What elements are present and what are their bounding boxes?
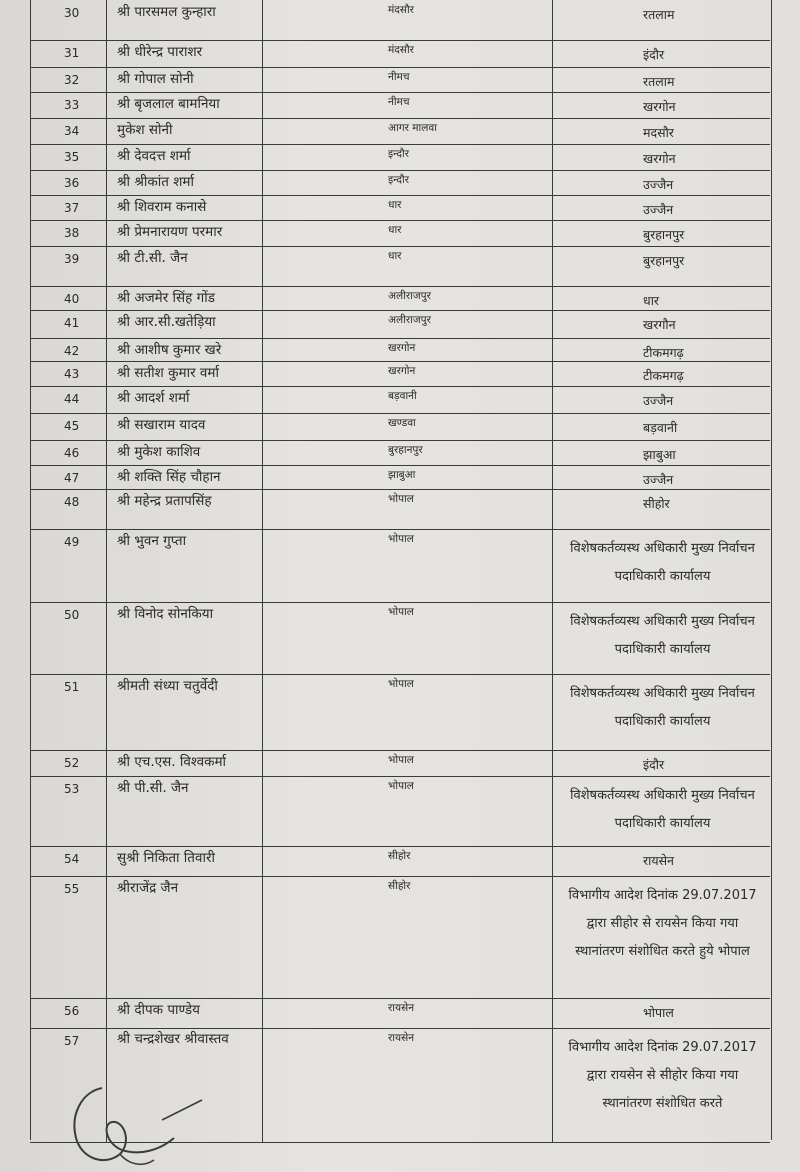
new-posting-cell: [552, 1028, 770, 1142]
current-posting: भोपाल: [388, 780, 414, 792]
serial-number-cell: [30, 876, 106, 998]
new-posting-cell: [552, 776, 770, 846]
current-posting: मंदसौर: [388, 44, 414, 56]
new-posting-cell: [552, 118, 770, 144]
officer-name: श्री बृजलाल बामनिया: [117, 96, 220, 112]
serial-number-cell: [30, 489, 106, 529]
new-posting: झाबुआ: [643, 447, 676, 462]
serial-number: 32: [64, 73, 80, 87]
officer-name-cell: [106, 750, 262, 776]
serial-number: 55: [64, 882, 80, 896]
officer-name-cell: [106, 465, 262, 489]
table-row: [30, 846, 770, 877]
current-posting-cell: [262, 118, 552, 144]
new-posting-cell: [552, 602, 770, 674]
table-row: [30, 338, 770, 362]
table-row: [30, 750, 770, 777]
new-posting: उज्जैन: [643, 202, 674, 217]
new-posting: विभागीय आदेश दिनांक 29.07.2017 द्वारा रायसेन से सीहोर किया गया स्थानांतरण संशोधित करते: [568, 1040, 757, 1111]
current-posting: भोपाल: [388, 606, 414, 618]
officer-name: श्री पारसमल कुन्हारा: [117, 4, 216, 20]
officer-name-cell: [106, 195, 262, 220]
current-posting: रायसेन: [388, 1032, 415, 1044]
serial-number-cell: [30, 750, 106, 776]
serial-number-cell: [30, 220, 106, 246]
serial-number-cell: [30, 602, 106, 674]
serial-number: 40: [64, 292, 80, 306]
current-posting-cell: [262, 361, 552, 386]
current-posting-cell: [262, 876, 552, 998]
new-posting-cell: [552, 846, 770, 876]
officer-name-cell: [106, 776, 262, 846]
new-posting: भोपाल: [643, 1005, 674, 1020]
new-posting-cell: [552, 750, 770, 776]
serial-number-cell: [30, 310, 106, 338]
serial-number: 47: [64, 471, 80, 485]
officer-name: श्री दीपक पाण्डेय: [117, 1002, 200, 1018]
current-posting-cell: [262, 1028, 552, 1142]
serial-number-cell: [30, 92, 106, 118]
serial-number: 35: [64, 150, 80, 164]
current-posting-cell: [262, 602, 552, 674]
new-posting-cell: [552, 876, 770, 998]
serial-number: 54: [64, 852, 80, 866]
serial-number-cell: [30, 40, 106, 67]
officer-name-cell: [106, 529, 262, 602]
current-posting-cell: [262, 674, 552, 750]
new-posting: रायसेन: [643, 853, 674, 868]
new-posting-cell: [552, 361, 770, 386]
officer-name: श्री प्रेमनारायण परमार: [117, 224, 223, 240]
serial-number: 42: [64, 344, 80, 358]
table-row: [30, 876, 770, 999]
serial-number: 56: [64, 1004, 80, 1018]
table-row: [30, 440, 770, 466]
officer-name: श्री मुकेश काशिव: [117, 444, 201, 460]
serial-number: 57: [64, 1034, 80, 1048]
officer-name-cell: [106, 440, 262, 465]
new-posting: उज्जैन: [643, 472, 674, 487]
new-posting: बुरहानपुर: [643, 227, 685, 242]
officer-name-cell: [106, 0, 262, 40]
officer-name-cell: [106, 118, 262, 144]
officer-name: श्री धीरेन्द्र पाराशर: [117, 44, 203, 60]
serial-number: 39: [64, 252, 80, 266]
current-posting: भोपाल: [388, 533, 414, 545]
serial-number: 51: [64, 680, 80, 694]
new-posting: विशेषकर्तव्यस्थ अधिकारी मुख्य निर्वाचन पदाधिकारी कार्यालय: [570, 686, 755, 729]
current-posting: धार: [388, 224, 402, 236]
current-posting-cell: [262, 529, 552, 602]
new-posting: टीकमगढ़: [643, 345, 684, 360]
current-posting: खण्डवा: [388, 417, 416, 429]
table-row: [30, 602, 770, 675]
serial-number-cell: [30, 529, 106, 602]
current-posting: अलीराजपुर: [388, 314, 431, 326]
officer-name-cell: [106, 286, 262, 310]
new-posting-cell: [552, 220, 770, 246]
current-posting: बड़वानी: [388, 390, 417, 402]
serial-number: 31: [64, 46, 80, 60]
new-posting-cell: [552, 170, 770, 195]
officer-name-cell: [106, 40, 262, 67]
officer-name-cell: [106, 338, 262, 361]
serial-number: 46: [64, 446, 80, 460]
new-posting: उज्जैन: [643, 177, 674, 192]
current-posting-cell: [262, 144, 552, 170]
handwritten-signature: [62, 1080, 232, 1172]
table-row: [30, 998, 770, 1029]
officer-name: श्री आर.सी.खतेड़िया: [117, 314, 216, 330]
serial-number: 34: [64, 124, 80, 138]
table-row: [30, 40, 770, 68]
serial-number: 50: [64, 608, 80, 622]
current-posting-cell: [262, 67, 552, 92]
new-posting-cell: [552, 246, 770, 286]
new-posting: विभागीय आदेश दिनांक 29.07.2017 द्वारा सीहोर से रायसेन किया गया स्थानांतरण संशोधित करते हुये भोपाल: [568, 888, 757, 959]
current-posting-cell: [262, 440, 552, 465]
table-row: [30, 286, 770, 311]
serial-number-cell: [30, 246, 106, 286]
current-posting-cell: [262, 310, 552, 338]
serial-number-cell: [30, 465, 106, 489]
current-posting: भोपाल: [388, 493, 414, 505]
current-posting: धार: [388, 199, 402, 211]
officer-name: श्री विनोद सोनकिया: [117, 606, 214, 622]
new-posting-cell: [552, 0, 770, 40]
officer-name: सुश्री निकिता तिवारी: [117, 850, 216, 866]
new-posting: धार: [643, 293, 660, 308]
new-posting: बड़वानी: [643, 420, 678, 435]
officer-name: श्री आदर्श शर्मा: [117, 390, 190, 406]
new-posting: विशेषकर्तव्यस्थ अधिकारी मुख्य निर्वाचन पदाधिकारी कार्यालय: [570, 541, 755, 584]
officer-name-cell: [106, 876, 262, 998]
new-posting-cell: [552, 465, 770, 489]
officer-name-cell: [106, 220, 262, 246]
serial-number-cell: [30, 440, 106, 465]
officer-name-cell: [106, 998, 262, 1028]
officer-name: श्रीमती संध्या चतुर्वेदी: [117, 678, 218, 694]
table-row: [30, 465, 770, 490]
current-posting: भोपाल: [388, 754, 414, 766]
officer-name-cell: [106, 310, 262, 338]
current-posting: बुरहानपुर: [388, 444, 423, 456]
current-posting: भोपाल: [388, 678, 414, 690]
officer-name: श्री सखाराम यादव: [117, 417, 206, 433]
new-posting-cell: [552, 489, 770, 529]
table-row: [30, 170, 770, 196]
new-posting-cell: [552, 286, 770, 310]
current-posting-cell: [262, 846, 552, 876]
serial-number: 36: [64, 176, 80, 190]
table-row: [30, 0, 770, 41]
current-posting-cell: [262, 92, 552, 118]
table-row: [30, 489, 770, 530]
table-row: [30, 118, 770, 145]
serial-number: 30: [64, 6, 80, 20]
serial-number: 45: [64, 419, 80, 433]
officer-name-cell: [106, 602, 262, 674]
serial-number-cell: [30, 144, 106, 170]
current-posting: नीमच: [388, 71, 410, 83]
officer-name-cell: [106, 413, 262, 440]
serial-number: 33: [64, 98, 80, 112]
new-posting: इंदौर: [643, 47, 665, 62]
table-row: [30, 195, 770, 221]
serial-number-cell: [30, 674, 106, 750]
serial-number-cell: [30, 338, 106, 361]
officer-name: श्रीराजेंद्र जैन: [117, 880, 179, 896]
officer-name: मुकेश सोनी: [117, 122, 173, 138]
officer-name: श्री देवदत्त शर्मा: [117, 148, 191, 164]
new-posting-cell: [552, 674, 770, 750]
serial-number: 52: [64, 756, 80, 770]
new-posting-cell: [552, 40, 770, 67]
current-posting-cell: [262, 286, 552, 310]
current-posting: इन्दौर: [388, 174, 409, 186]
officer-name: श्री टी.सी. जैन: [117, 250, 188, 266]
serial-number-cell: [30, 846, 106, 876]
serial-number-cell: [30, 286, 106, 310]
new-posting-cell: [552, 386, 770, 413]
current-posting: रायसेन: [388, 1002, 415, 1014]
officer-name-cell: [106, 67, 262, 92]
serial-number: 41: [64, 316, 80, 330]
table-row: [30, 310, 770, 339]
table-row: [30, 529, 770, 603]
serial-number-cell: [30, 998, 106, 1028]
serial-number-cell: [30, 170, 106, 195]
serial-number: 37: [64, 201, 80, 215]
current-posting-cell: [262, 220, 552, 246]
current-posting: झाबुआ: [388, 469, 416, 481]
current-posting: धार: [388, 250, 402, 262]
new-posting-cell: [552, 67, 770, 92]
new-posting-cell: [552, 92, 770, 118]
current-posting-cell: [262, 0, 552, 40]
serial-number: 49: [64, 535, 80, 549]
new-posting-cell: [552, 998, 770, 1028]
serial-number: 44: [64, 392, 80, 406]
officer-name: श्री शिवराम कनासे: [117, 199, 207, 215]
new-posting: विशेषकर्तव्यस्थ अधिकारी मुख्य निर्वाचन पदाधिकारी कार्यालय: [570, 614, 755, 657]
current-posting-cell: [262, 386, 552, 413]
current-posting-cell: [262, 750, 552, 776]
new-posting: इंदौर: [643, 757, 665, 772]
officer-name-cell: [106, 170, 262, 195]
new-posting: रतलाम: [643, 74, 675, 89]
serial-number-cell: [30, 0, 106, 40]
current-posting-cell: [262, 246, 552, 286]
serial-number-cell: [30, 195, 106, 220]
new-posting: टीकमगढ़: [643, 368, 684, 383]
current-posting: खरगोन: [388, 365, 416, 377]
officer-name: श्री गोपाल सोनी: [117, 71, 194, 87]
table-row: [30, 246, 770, 287]
table-row: [30, 386, 770, 414]
officer-name-cell: [106, 144, 262, 170]
new-posting: उज्जैन: [643, 393, 674, 408]
serial-number: 43: [64, 367, 80, 381]
table-row: [30, 220, 770, 247]
serial-number: 48: [64, 495, 80, 509]
new-posting-cell: [552, 440, 770, 465]
serial-number-cell: [30, 776, 106, 846]
table-row: [30, 361, 770, 387]
new-posting-cell: [552, 195, 770, 220]
current-posting-cell: [262, 40, 552, 67]
current-posting-cell: [262, 413, 552, 440]
table-row: [30, 67, 770, 93]
current-posting-cell: [262, 465, 552, 489]
new-posting: खरगोन: [643, 99, 676, 114]
serial-number-cell: [30, 413, 106, 440]
current-posting-cell: [262, 998, 552, 1028]
serial-number: 53: [64, 782, 80, 796]
table-row: [30, 92, 770, 119]
current-posting: इन्दौर: [388, 148, 409, 160]
new-posting: रतलाम: [643, 7, 675, 22]
officer-name-cell: [106, 361, 262, 386]
officer-name-cell: [106, 489, 262, 529]
current-posting-cell: [262, 776, 552, 846]
new-posting: विशेषकर्तव्यस्थ अधिकारी मुख्य निर्वाचन पदाधिकारी कार्यालय: [570, 788, 755, 831]
current-posting: मंदसौर: [388, 4, 414, 16]
new-posting: मदसौर: [643, 125, 674, 140]
table-row: [30, 776, 770, 847]
current-posting-cell: [262, 170, 552, 195]
current-posting: आगर मालवा: [388, 122, 437, 134]
new-posting: खरगोन: [643, 151, 676, 166]
serial-number-cell: [30, 118, 106, 144]
serial-number-cell: [30, 361, 106, 386]
new-posting-cell: [552, 144, 770, 170]
officer-name-cell: [106, 92, 262, 118]
officer-name: श्री एच.एस. विश्वकर्मा: [117, 754, 227, 770]
table-row: [30, 674, 770, 751]
new-posting: सीहोर: [643, 496, 670, 511]
serial-number-cell: [30, 386, 106, 413]
officer-name: श्री श्रीकांत शर्मा: [117, 174, 195, 190]
current-posting: सीहोर: [388, 880, 411, 892]
officer-name: श्री चन्द्रशेखर श्रीवास्तव: [117, 1031, 229, 1047]
officer-name: श्री पी.सी. जैन: [117, 780, 189, 796]
new-posting-cell: [552, 338, 770, 361]
current-posting-cell: [262, 338, 552, 361]
current-posting: अलीराजपुर: [388, 290, 431, 302]
officer-name-cell: [106, 386, 262, 413]
officer-name-cell: [106, 246, 262, 286]
new-posting: खरगौन: [643, 317, 676, 332]
table-row: [30, 413, 770, 441]
table-row: [30, 144, 770, 171]
officer-name: श्री भुवन गुप्ता: [117, 533, 187, 549]
serial-number: 38: [64, 226, 80, 240]
current-posting: सीहोर: [388, 850, 411, 862]
new-posting-cell: [552, 529, 770, 602]
current-posting: खरगोन: [388, 342, 416, 354]
officer-name: श्री आशीष कुमार खरे: [117, 342, 222, 358]
officer-name: श्री अजमेर सिंह गोंड: [117, 290, 215, 306]
new-posting-cell: [552, 310, 770, 338]
officer-name-cell: [106, 674, 262, 750]
current-posting: नीमच: [388, 96, 410, 108]
current-posting-cell: [262, 489, 552, 529]
new-posting: बुरहानपुर: [643, 253, 685, 268]
officer-name: श्री महेन्द्र प्रतापसिंह: [117, 493, 212, 509]
officer-name: श्री शक्ति सिंह चौहान: [117, 469, 221, 485]
new-posting-cell: [552, 413, 770, 440]
current-posting-cell: [262, 195, 552, 220]
officer-name-cell: [106, 846, 262, 876]
serial-number-cell: [30, 67, 106, 92]
officer-name: श्री सतीश कुमार वर्मा: [117, 365, 219, 381]
